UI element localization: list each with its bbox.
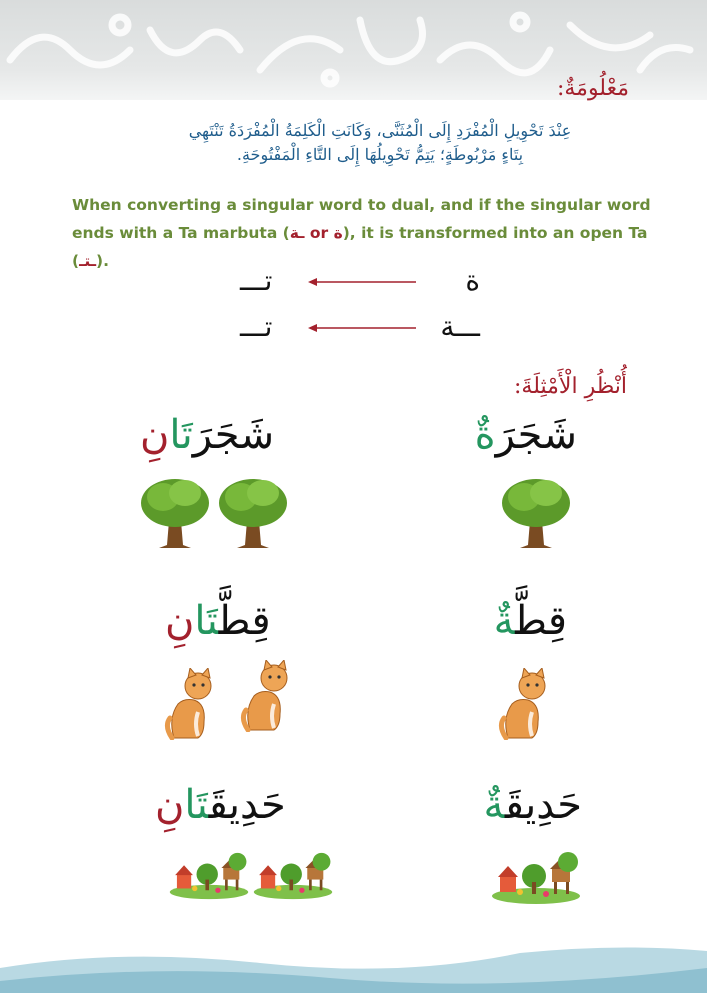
conversion-from-2: ـــة [440, 310, 480, 343]
tree-icon [217, 473, 289, 549]
word-ending: ةٌ [493, 598, 516, 644]
word-nun: نِ [140, 412, 170, 458]
examples-title: أُنْظُرِ الْأَمْثِلَةَ: [514, 374, 627, 399]
word-stem: شَجَرَ [495, 412, 577, 458]
conversion-row-2 [230, 310, 490, 346]
english-rule-text-a: When converting a singular word to dual, and if the singular word ends with a Ta marbuta ( [72, 196, 651, 242]
info-title: مَعْلُومَةٌ: [556, 76, 629, 101]
garden-icon [168, 852, 250, 900]
arrow-left-icon [308, 274, 418, 290]
english-rule-text-b: ), it is transformed into an open Ta ( [72, 224, 648, 270]
arabic-rule-line-2: بِتَاءٍ مَرْبُوطَةٍ؛ يَتِمُّ تَحْوِيلُهَا إِلَى التَّاءِ الْمَفْتُوحَةِ. [236, 145, 524, 164]
cat-icon [498, 668, 548, 740]
cat-icon [240, 660, 290, 732]
word-stem: حَدِيقَ [504, 782, 582, 828]
singular-word-cat [494, 598, 567, 644]
word-stem: حَدِيقَ [208, 782, 286, 828]
garden-icon [252, 852, 334, 900]
singular-word-garden [483, 782, 582, 828]
garden-icon [490, 852, 582, 904]
footer-wave-decoration [0, 923, 707, 993]
conversion-from-1: ة [465, 264, 480, 297]
word-stem: شَجَرَ [192, 412, 275, 458]
word-nun: نِ [165, 598, 195, 644]
word-ta-alif: تَا [194, 598, 219, 644]
word-stem: قِطَّ [218, 598, 271, 644]
word-ta-alif: تَا [169, 412, 193, 458]
dual-word-garden [155, 782, 286, 828]
arabic-rule-line-1: عِنْدَ تَحْوِيلِ الْمُفْرَدِ إِلَى الْمُثَنَّى، وَكَانَتِ الْكَلِمَةُ الْمُفْرَدَةُ تَنْتَهِي [188, 121, 572, 140]
dual-word-tree [140, 412, 274, 458]
dual-word-cat [165, 598, 271, 644]
word-nun: نِ [155, 782, 185, 828]
cat-icon [164, 668, 214, 740]
conversion-row-1 [230, 264, 490, 300]
english-rule-or: or [304, 224, 334, 242]
ta-marbuta-isolated: ة [333, 224, 343, 242]
word-stem: قِطَّ [515, 598, 567, 644]
word-ending: ةٌ [483, 782, 505, 828]
conversion-to-2: تـــ [240, 310, 273, 343]
singular-word-tree [475, 412, 577, 458]
tree-icon [139, 473, 211, 549]
english-rule [72, 191, 652, 275]
english-rule-text-c: ). [96, 252, 110, 270]
ta-marbuta-connected: ـة [289, 224, 305, 242]
arrow-left-icon [308, 320, 418, 336]
word-ending: ةٌ [474, 412, 496, 458]
open-ta: ـتـ [79, 252, 97, 270]
conversion-to-1: تـــ [240, 264, 273, 297]
word-ta-alif: تَا [184, 782, 209, 828]
tree-icon [500, 473, 572, 549]
